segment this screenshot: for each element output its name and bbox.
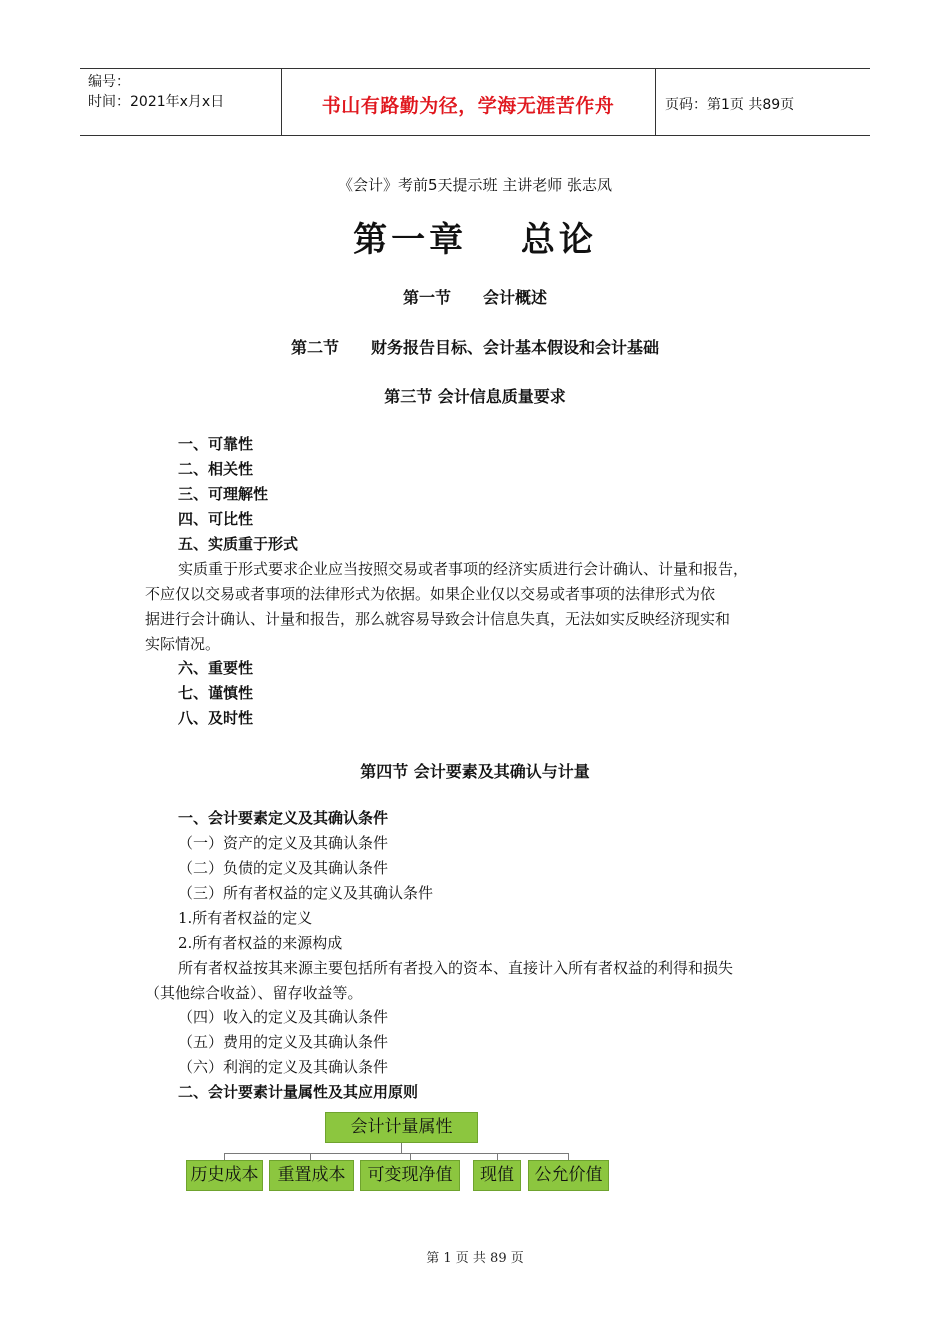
diagram-child-box: 现值	[473, 1160, 521, 1191]
diagram-connector	[497, 1153, 498, 1160]
diagram-root-box: 会计计量属性	[325, 1112, 478, 1143]
header-meta	[88, 72, 224, 112]
element-subitem: （一）资产的定义及其确认条件	[178, 834, 389, 852]
section-4-heading: 第四节 会计要素及其确认与计量	[360, 762, 590, 781]
diagram-child-box: 重置成本	[269, 1160, 354, 1191]
paragraph-line: 据进行会计确认、计量和报告，那么就容易导致会计信息失真，无法如实反映经济现实和	[145, 610, 731, 628]
diagram-connector	[224, 1153, 568, 1154]
element-subitem: （五）费用的定义及其确认条件	[178, 1033, 389, 1051]
header-motto: 书山有路勤为径，学海无涯苦作舟	[321, 95, 615, 117]
paragraph-line: 不应仅以交易或者事项的法律形式为依据。如果企业仅以交易或者事项的法律形式为依	[145, 585, 716, 603]
diagram-connector	[310, 1153, 311, 1160]
diagram-child-box: 公允价值	[528, 1160, 609, 1191]
header-top-rule	[80, 68, 870, 69]
diagram-connector	[568, 1153, 569, 1160]
section-2-heading: 第二节 财务报告目标、会计基本假设和会计基础	[290, 338, 659, 357]
element-subitem: （二）负债的定义及其确认条件	[178, 859, 389, 877]
element-heading: 二、会计要素计量属性及其应用原则	[178, 1083, 419, 1101]
diagram-connector	[401, 1143, 402, 1153]
section-1-heading: 第一节 会计概述	[402, 288, 547, 307]
diagram-child-box: 可变现净值	[360, 1160, 460, 1191]
paragraph-line: 所有者权益按其来源主要包括所有者投入的资本、直接计入所有者权益的利得和损失	[178, 959, 734, 977]
quality-item: 四、可比性	[178, 510, 254, 528]
chapter-title: 第一章 总论	[353, 220, 597, 260]
element-subitem: 1.所有者权益的定义	[178, 909, 313, 927]
diagram-connector	[224, 1153, 225, 1160]
course-subtitle: 《会计》考前5天提示班 主讲老师 张志凤	[337, 176, 613, 194]
header-number: 编号：	[88, 74, 130, 90]
quality-item: 七、谨慎性	[178, 684, 254, 702]
header-bottom-rule	[80, 135, 870, 136]
header-divider-right	[655, 68, 656, 136]
paragraph-line: 实际情况。	[145, 635, 221, 653]
header-page-number: 页码：第1页 共89页	[665, 97, 795, 113]
quality-item: 六、重要性	[178, 659, 254, 677]
quality-item: 一、可靠性	[178, 435, 254, 453]
paragraph-line: 实质重于形式要求企业应当按照交易或者事项的经济实质进行会计确认、计量和报告，	[178, 560, 749, 578]
quality-item: 五、实质重于形式	[178, 535, 299, 553]
section-3-heading: 第三节 会计信息质量要求	[384, 387, 566, 406]
paragraph-line: （其他综合收益）、留存收益等。	[145, 984, 363, 1002]
quality-item: 三、可理解性	[178, 485, 269, 503]
element-heading: 一、会计要素定义及其确认条件	[178, 809, 389, 827]
diagram-child-box: 历史成本	[186, 1160, 263, 1191]
element-subitem: （六）利润的定义及其确认条件	[178, 1058, 389, 1076]
element-subitem: （三）所有者权益的定义及其确认条件	[178, 884, 434, 902]
element-subitem: 2.所有者权益的来源构成	[178, 934, 343, 952]
page-footer: 第 1 页 共 89 页	[426, 1251, 524, 1266]
quality-item: 二、相关性	[178, 460, 254, 478]
header-date: 时间：2021年x月x日	[88, 94, 225, 110]
header-divider-left	[281, 68, 282, 136]
element-subitem: （四）收入的定义及其确认条件	[178, 1008, 389, 1026]
quality-item: 八、及时性	[178, 709, 254, 727]
diagram-connector	[410, 1153, 411, 1160]
